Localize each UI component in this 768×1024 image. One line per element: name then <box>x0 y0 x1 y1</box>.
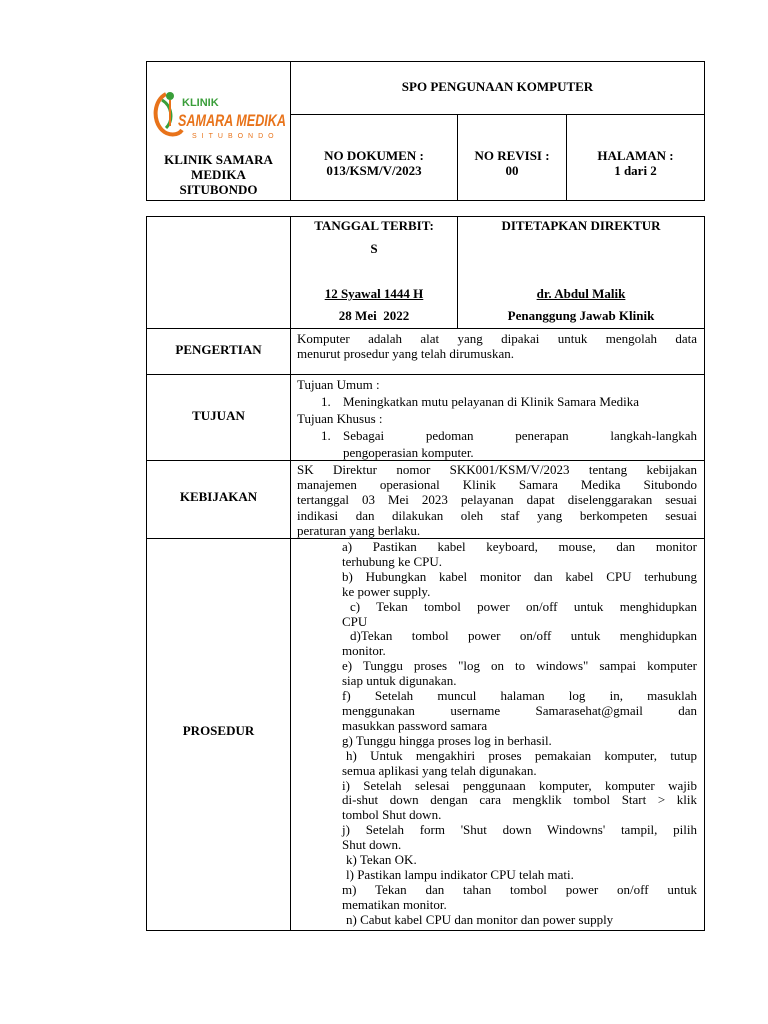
tujuan-khusus-text: pengoperasian komputer. <box>343 445 474 460</box>
clinic-name-line: SITUBONDO <box>179 182 258 197</box>
prosedur-line: tombol Shut down. <box>342 807 442 823</box>
clinic-name <box>147 152 290 197</box>
tujuan-umum-item <box>297 393 697 410</box>
prosedur-content <box>342 540 697 928</box>
prosedur-line: a) Pastikan kabel keyboard, mouse, dan monitor <box>342 539 697 554</box>
prosedur-line: semua aplikasi yang telah digunakan. <box>342 762 537 778</box>
prosedur-line: monitor. <box>342 643 386 659</box>
tujuan-umum-heading: Tujuan Umum : <box>297 377 380 392</box>
kebijakan-line: SK Direktur nomor SKK001/KSM/V/2023 tentang kebijakan <box>297 462 697 477</box>
pengertian-label: PENGERTIAN <box>175 342 262 357</box>
prosedur-line: masukkan password samara <box>342 717 488 733</box>
no-dokumen-value: 013/KSM/V/2023 <box>326 163 422 178</box>
hijri-date: 12 Syawal 1444 H <box>324 286 424 301</box>
prosedur-line: Shut down. <box>342 837 402 853</box>
prosedur-line: CPU <box>342 613 368 629</box>
pengertian-content <box>297 331 697 361</box>
prosedur-line: h) Untuk mengakhiri proses pemakaian komputer, tutup <box>346 747 697 763</box>
logo-sub-text: SITUBONDO <box>192 133 279 140</box>
no-dokumen-label: NO DOKUMEN : <box>324 148 424 163</box>
prosedur-line: e) Tunggu proses "log on to windows" sampai komputer <box>342 658 697 674</box>
ditetapkan-label: DITETAPKAN DIREKTUR <box>501 218 661 233</box>
prosedur-line: d)Tekan tombol power on/off untuk menghidupkan <box>350 628 697 644</box>
prosedur-line: i) Setelah selesai penggunaan komputer, komputer wajib <box>342 777 697 793</box>
tujuan-khusus-text: Sebagai pedoman penerapan langkah-langkah <box>343 428 697 443</box>
kebijakan-content <box>297 462 697 538</box>
kebijakan-line: indikasi dan dilakukan oleh staf yang berkompeten sesuai <box>297 507 697 523</box>
clinic-logo <box>152 86 290 146</box>
kebijakan-line: manajemen operasional Klinik Samara Medika Situbondo <box>297 477 697 493</box>
clinic-name-line: MEDIKA <box>191 167 246 182</box>
pengertian-line: Komputer adalah alat yang dipakai untuk mengolah data <box>297 331 697 346</box>
prosedur-line: terhubung ke CPU. <box>342 553 443 569</box>
list-number: 1. <box>321 394 331 409</box>
tanggal-terbit-extra: S <box>370 241 378 256</box>
prosedur-line: c) Tekan tombol power on/off untuk menghidupkan <box>350 598 697 614</box>
no-revisi-value: 00 <box>505 163 519 178</box>
tujuan-khusus-heading: Tujuan Khusus : <box>297 411 383 426</box>
document-title: SPO PENGUNAAN KOMPUTER <box>401 79 594 94</box>
no-revisi-label: NO REVISI : <box>474 148 550 163</box>
logo-top-text: KLINIK <box>182 97 219 109</box>
tanggal-terbit-label: TANGGAL TERBIT: <box>314 218 434 233</box>
kebijakan-label: KEBIJAKAN <box>179 489 258 504</box>
tujuan-label: TUJUAN <box>192 408 245 423</box>
halaman-value: 1 dari 2 <box>614 163 657 178</box>
prosedur-line: mematikan monitor. <box>342 896 447 912</box>
logo-main-text: SAMARA MEDIKA <box>178 111 286 130</box>
prosedur-line: di-shut down dengan cara mengklik tombol Start > klik <box>342 792 697 808</box>
issue-date: 28 Mei 2022 <box>338 308 410 323</box>
prosedur-line: siap untuk digunakan. <box>342 673 457 689</box>
kebijakan-line: peraturan yang berlaku. <box>297 522 421 538</box>
halaman-label: HALAMAN : <box>597 148 674 163</box>
prosedur-line: b) Hubungkan kabel monitor dan kabel CPU terhubung <box>342 568 697 584</box>
no-dokumen <box>291 148 457 178</box>
prosedur-line: n) Cabut kabel CPU dan monitor dan power supply <box>346 911 614 927</box>
no-revisi <box>458 148 566 178</box>
pengertian-line: menurut prosedur yang telah dirumuskan. <box>297 346 514 361</box>
tujuan-content <box>297 376 697 461</box>
kebijakan-line: tertanggal 03 Mei 2023 pelayanan dapat diselenggarakan sesuai <box>297 492 697 508</box>
prosedur-line: l) Pastikan lampu indikator CPU telah mati. <box>346 866 574 882</box>
prosedur-line: k) Tekan OK. <box>346 852 417 868</box>
prosedur-line: g) Tunggu hingga proses log in berhasil. <box>342 732 552 748</box>
prosedur-line: menggunakan username Samarasehat@gmail dan <box>342 702 697 718</box>
tujuan-umum-text: Meningkatkan mutu pelayanan di Klinik Samara Medika <box>343 394 640 409</box>
director-role: Penanggung Jawab Klinik <box>507 308 655 323</box>
tujuan-khusus-item <box>297 427 697 461</box>
prosedur-line: f) Setelah muncul halaman log in, masuklah <box>342 688 697 704</box>
prosedur-line: m) Tekan dan tahan tombol power on/off untuk <box>342 881 697 897</box>
halaman <box>567 148 704 178</box>
clinic-name-line: KLINIK SAMARA <box>164 152 273 167</box>
prosedur-label: PROSEDUR <box>182 723 255 738</box>
director-name: dr. Abdul Malik <box>536 286 626 301</box>
prosedur-line: j) Setelah form 'Shut down Windowns' tampil, pilih <box>342 822 697 838</box>
prosedur-line: ke power supply. <box>342 583 431 599</box>
list-number: 1. <box>321 428 331 443</box>
